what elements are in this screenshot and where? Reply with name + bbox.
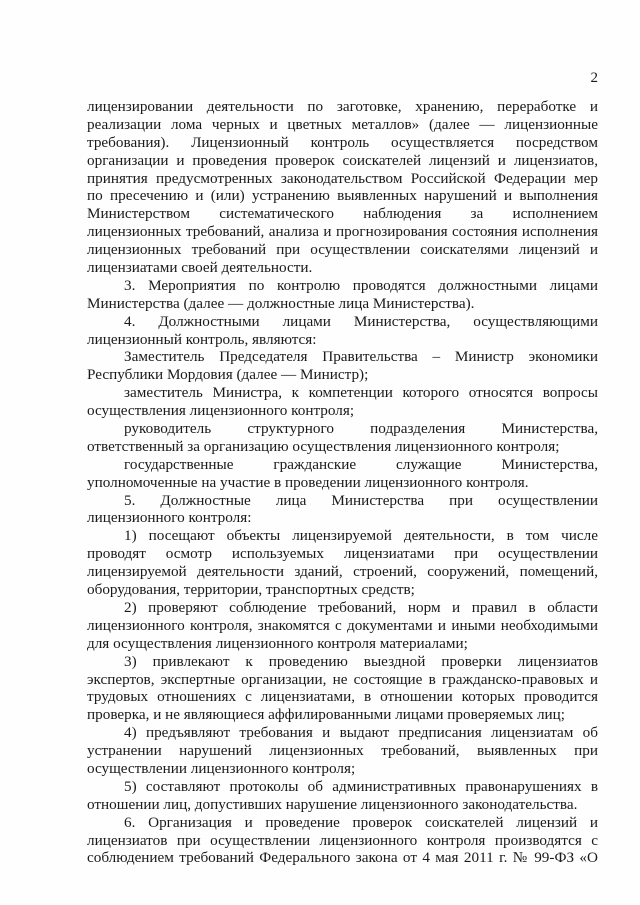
text-line: лицензиатами своей деятельности.: [87, 259, 313, 277]
text-line: требования). Лицензионный контроль осуществляется посредством: [87, 133, 598, 151]
text-line: лицензировании деятельности по заготовке, хранению, переработке и: [87, 98, 598, 115]
text-line: проверка, и не являющиеся аффилированными лицами проверяемых лиц;: [87, 706, 566, 724]
text-line: соблюдением требований Федерального закона от 4 мая 2011 г. № 99-ФЗ «О: [87, 849, 598, 867]
text-line: по пресечению и (или) устранению выявленных нарушений и выполнения: [87, 187, 598, 205]
text-line: осуществления лицензионного контроля;: [87, 402, 355, 420]
text-line: лицензиатов при осуществлении лицензионного контроля производятся с: [87, 831, 598, 849]
text-line: уполномоченные на участие в проведении лицензионного контроля.: [87, 473, 529, 491]
document-body: [87, 98, 598, 867]
text-line: заместитель Министра, к компетенции которого относятся вопросы: [124, 384, 598, 402]
text-line: 6. Организация и проведение проверок соискателей лицензий и: [124, 813, 598, 831]
text-line: Республики Мордовия (далее — Министр);: [87, 366, 369, 384]
text-line: проводят осмотр используемых лицензиатами при осуществлении: [87, 545, 598, 563]
text-line: отношении лиц, допустивших нарушение лицензионного законодательства.: [87, 795, 578, 813]
text-line: Заместитель Председателя Правительства – Министр экономики: [124, 348, 598, 366]
text-line: лицензируемой деятельности зданий, строений, сооружений, помещений,: [87, 563, 598, 581]
text-line: Министерства (далее — должностные лица Министерства).: [87, 294, 475, 312]
text-line: устранении нарушений лицензионных требований, выявленных при: [87, 742, 598, 760]
page-number: 2: [590, 70, 598, 86]
text-line: осуществлении лицензионного контроля;: [87, 759, 356, 777]
text-line: 5) составляют протоколы об административных правонарушениях в: [124, 777, 598, 795]
text-line: руководитель структурного подразделения Министерства,: [124, 420, 598, 438]
text-line: государственные гражданские служащие Министерства,: [124, 455, 598, 473]
text-line: Министерством систематического наблюдения за исполнением: [87, 205, 598, 223]
text-line: реализации лома черных и цветных металлов» (далее — лицензионные: [87, 115, 598, 133]
text-line: лицензионных требований при осуществлении соискателями лицензий и: [87, 241, 598, 259]
text-line: 3. Мероприятия по контролю проводятся должностными лицами: [124, 276, 598, 294]
text-line: 4) предъявляют требования и выдают предписания лицензиатам об: [124, 724, 598, 742]
text-line: принятия предусмотренных законодательством Российской Федерации мер: [87, 169, 598, 187]
text-line: экспертов, экспертные организации, не состоящие в гражданско-правовых и: [87, 670, 598, 688]
text-line: 5. Должностные лица Министерства при осуществлении: [124, 491, 598, 509]
text-line: ответственный за организацию осуществления лицензионного контроля;: [87, 437, 560, 455]
text-line: 1) посещают объекты лицензируемой деятельности, в том числе: [124, 527, 598, 545]
text-line: 3) привлекают к проведению выездной проверки лицензиатов: [124, 652, 598, 670]
text-line: организации и проведения проверок соискателей лицензий и лицензиатов,: [87, 151, 598, 169]
text-line: лицензионный контроль, являются:: [87, 330, 317, 348]
text-line: трудовых отношениях с лицензиатами, в отношении которых проводится: [87, 688, 598, 706]
text-line: 2) проверяют соблюдение требований, норм и правил в области: [124, 598, 598, 616]
text-line: 4. Должностными лицами Министерства, осуществляющими: [124, 312, 598, 330]
text-line: для осуществления лицензионного контроля материалами;: [87, 634, 468, 652]
text-line: лицензионного контроля, знакомятся с документами и иными необходимыми: [87, 616, 598, 634]
text-line: оборудования, территории, транспортных средств;: [87, 581, 415, 599]
text-line: лицензионного контроля:: [87, 509, 252, 527]
text-line: лицензионных требований, анализа и прогнозирования состояния исполнения: [87, 223, 598, 241]
